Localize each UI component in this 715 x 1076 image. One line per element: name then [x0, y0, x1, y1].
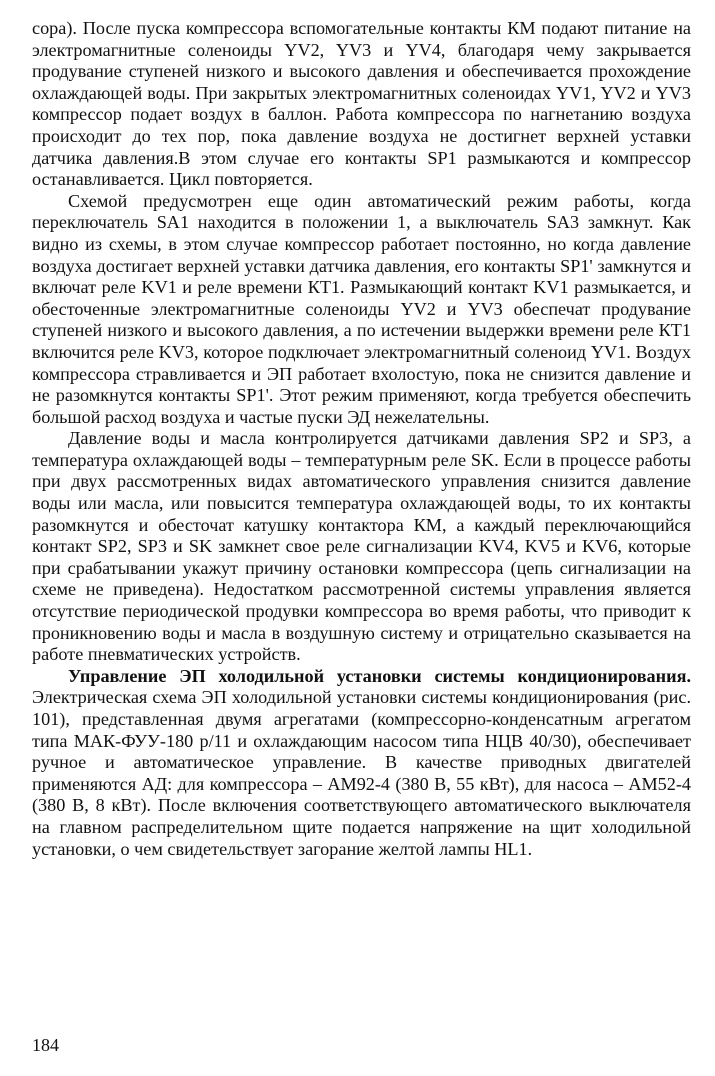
section-heading: Управление ЭП холодильной установки системы кондиционирования. — [68, 665, 691, 686]
paragraph-2: Схемой предусмотрен еще один автоматический режим работы, когда переключатель SA1 находится в положении 1, а выключатель SA3 замкнут. Как видно из схемы, в этом случае компрессор работает постоянно, но когда давление воздуха достигает верхней уставки датчика давления, его контакты SP1' замкнутся и включат реле KV1 и реле времени КТ1. Размыкающий контакт KV1 размыкается, и обесточенные электромагнитные соленоиды YV2 и YV3 обеспечат продувание ступеней низкого и высокого давления, а по истечении выдержки времени реле КТ1 включится реле KV3, которое подключает электромагнитный соленоид YV1. Воздух компрессора стравливается и ЭП работает вхолостую, пока не снизится давление и не разомкнутся контакты SP1'. Этот режим применяют, когда требуется обеспечить большой расход воздуха и частые пуски ЭД нежелательны. — [32, 190, 691, 427]
paragraph-4 — [32, 666, 691, 860]
paragraph-3: Давление воды и масла контролируется датчиками давления SP2 и SP3, а температура охлаждающей воды – температурным реле SK. Если в процессе работы при двух рассмотренных видах автоматического управления снизится давление воды или масла, или повысится температура охлаждающей воды, то их контакты разомкнутся и обесточат катушку контактора КМ, а каждый переключающийся контакт SP2, SP3 и SK замкнет свое реле сигнализации KV4, KV5 и KV6, которые при срабатывании укажут причину остановки компрессора (цепь сигнализации на схеме не приведена). Недостатком рассмотренной системы управления является отсутствие периодической продувки компрессора во время работы, что приводит к проникновению воды и масла в воздушную систему и отрицательно сказывается на работе пневматических устройств. — [32, 428, 691, 665]
paragraph-1: сора). После пуска компрессора вспомогательные контакты КМ подают питание на электромагнитные соленоиды YV2, YV3 и YV4, благодаря чему закрывается продувание ступеней низкого и высокого давления и обеспечивается прохождение охлаждающей воды. При закрытых электромагнитных соленоидах YV1, YV2 и YV3 компрессор подает воздух в баллон. Работа компрессора по нагнетанию воздуха происходит до тех пор, пока давление воздуха не достигнет верхней уставки датчика давления.В этом случае его контакты SP1 размыкаются и компрессор останавливается. Цикл повторяется. — [32, 18, 691, 190]
page-number: 184 — [32, 1035, 59, 1055]
paragraph-4-text: Электрическая схема ЭП холодильной установки системы кондиционирования (рис. 101), представленная двумя агрегатами (компрессорно-конденсатным агрегатом типа МАК-ФУУ-180 р/11 и охлаждающим насосом типа НЦВ 40/30), обеспечивает ручное и автоматическое управление. В качестве приводных двигателей применяются АД: для компрессора – АМ92-4 (380 В, 55 кВт), для насоса – АМ52-4 (380 В, 8 кВт). После включения соответствующего автоматического выключателя на главном распределительном щите подается напряжение на щит холодильной установки, о чем свидетельствует загорание желтой лампы HL1. — [32, 687, 691, 859]
